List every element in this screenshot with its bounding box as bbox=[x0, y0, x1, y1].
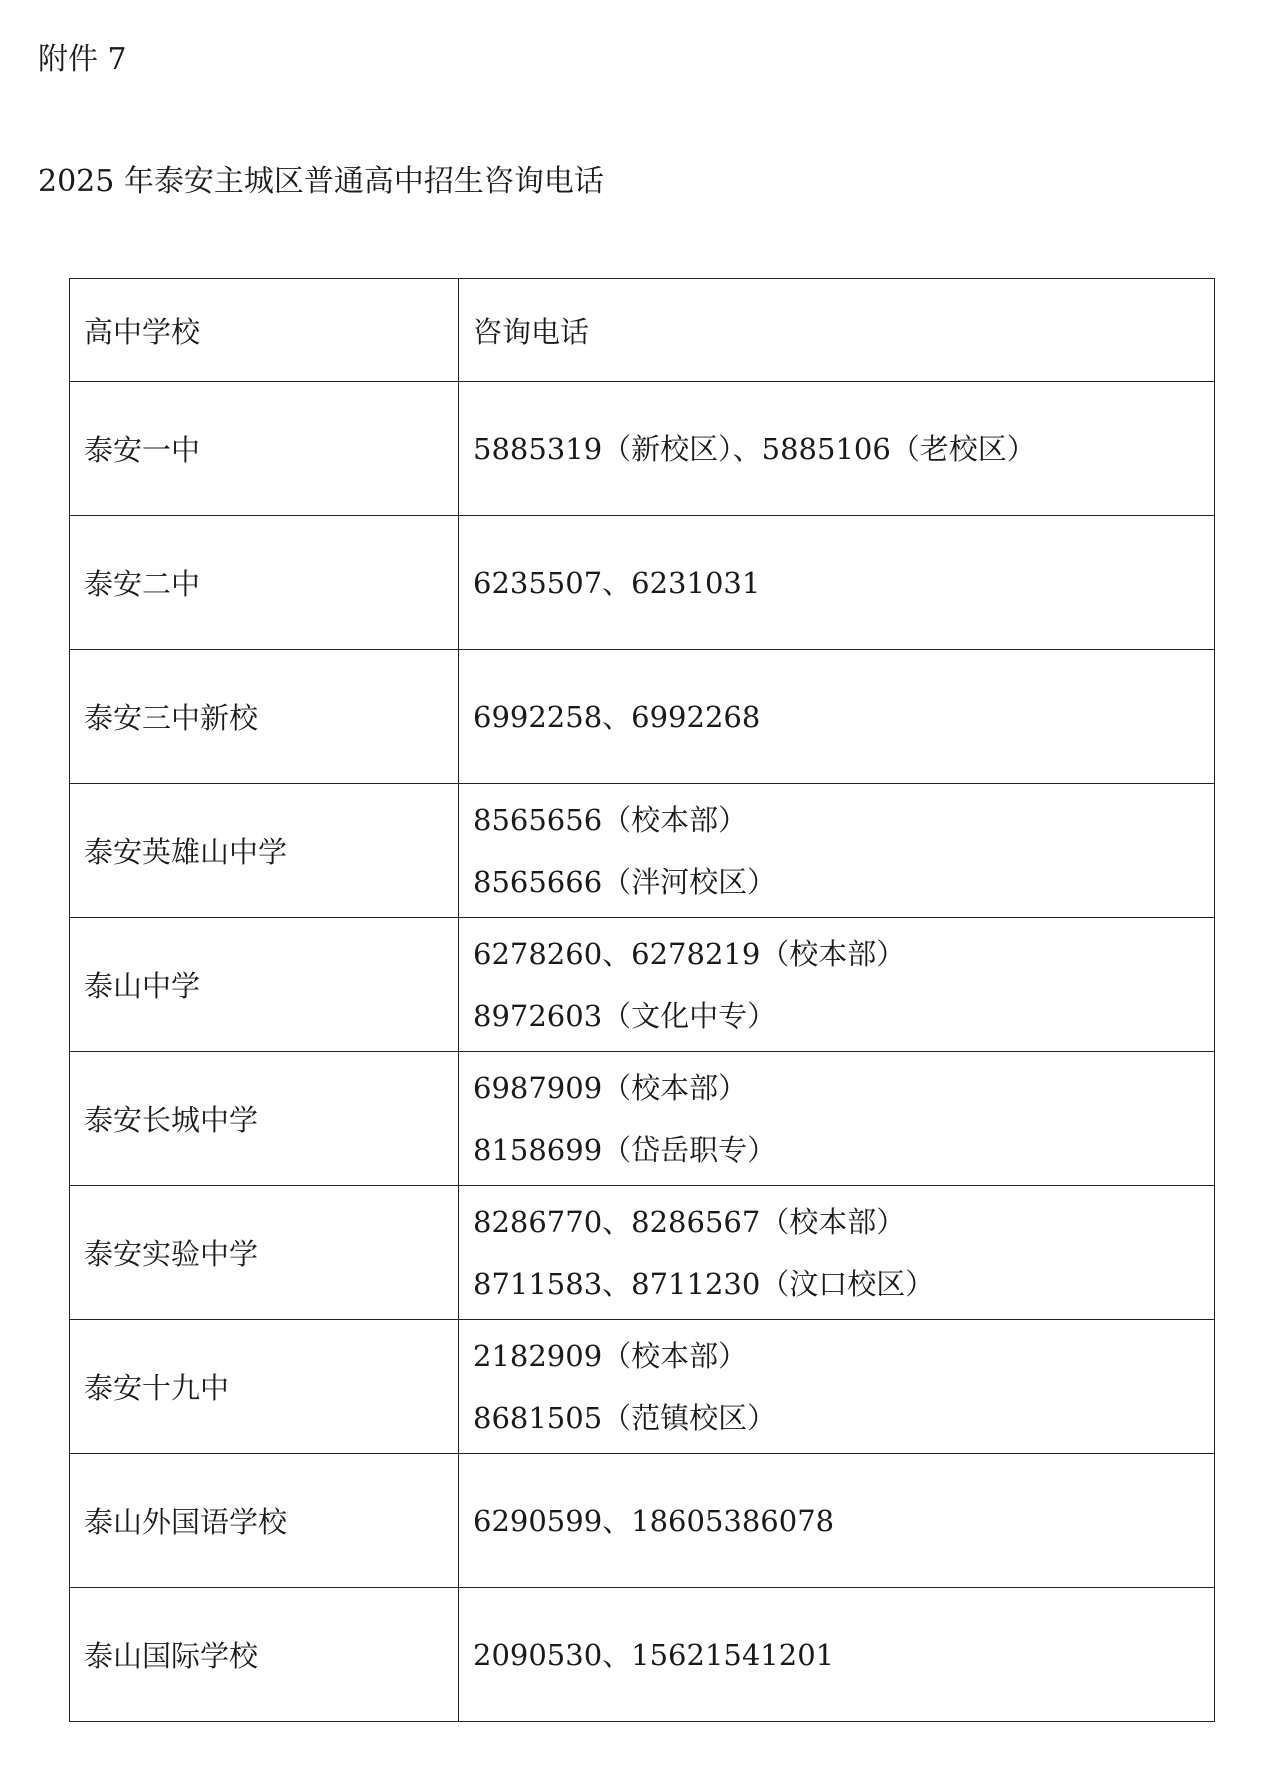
school-name: 泰山外国语学校 bbox=[84, 1505, 288, 1539]
school-name: 泰安一中 bbox=[84, 433, 201, 467]
phone-number: 2090530、15621541201 bbox=[473, 1637, 835, 1672]
page-title: 2025 年泰安主城区普通高中招生咨询电话 bbox=[38, 164, 604, 199]
phone-cell bbox=[459, 382, 1215, 516]
header-school: 高中学校 bbox=[70, 279, 459, 382]
table-row bbox=[70, 1588, 1215, 1722]
school-name: 泰安实验中学 bbox=[84, 1237, 259, 1271]
table-row bbox=[70, 784, 1215, 918]
school-name: 泰安十九中 bbox=[84, 1371, 230, 1405]
table-row bbox=[70, 1186, 1215, 1320]
school-cell bbox=[70, 1186, 459, 1320]
phone-number: 6992258、6992268 bbox=[473, 699, 761, 734]
phone-number: 8565666（泮河校区） bbox=[473, 864, 777, 899]
phone-cell bbox=[459, 784, 1215, 918]
school-name: 泰安三中新校 bbox=[84, 701, 259, 735]
phone-number: 6290599、18605386078 bbox=[473, 1503, 835, 1538]
phone-number: 8681505（范镇校区） bbox=[473, 1400, 777, 1435]
table-row bbox=[70, 918, 1215, 1052]
school-name: 泰安长城中学 bbox=[84, 1103, 259, 1137]
phone-cell bbox=[459, 1320, 1215, 1454]
table-row bbox=[70, 650, 1215, 784]
contact-table bbox=[69, 278, 1215, 1722]
phone-cell bbox=[459, 918, 1215, 1052]
phone-cell bbox=[459, 516, 1215, 650]
school-cell bbox=[70, 784, 459, 918]
phone-cell bbox=[459, 650, 1215, 784]
attachment-label: 附件 7 bbox=[38, 42, 127, 77]
header-phone: 咨询电话 bbox=[459, 279, 1215, 382]
school-name: 泰安英雄山中学 bbox=[84, 835, 288, 869]
school-cell bbox=[70, 516, 459, 650]
school-cell bbox=[70, 1052, 459, 1186]
school-cell bbox=[70, 1320, 459, 1454]
school-name: 泰安二中 bbox=[84, 567, 201, 601]
phone-number: 6235507、6231031 bbox=[473, 565, 761, 600]
table-row bbox=[70, 1320, 1215, 1454]
table-header-row bbox=[70, 279, 1215, 382]
phone-cell bbox=[459, 1186, 1215, 1320]
school-name: 泰山中学 bbox=[84, 969, 201, 1003]
school-cell bbox=[70, 918, 459, 1052]
phone-cell bbox=[459, 1052, 1215, 1186]
phone-number: 2182909（校本部） bbox=[473, 1338, 748, 1373]
table-row bbox=[70, 1052, 1215, 1186]
phone-cell bbox=[459, 1588, 1215, 1722]
phone-number: 8158699（岱岳职专） bbox=[473, 1132, 777, 1167]
phone-number: 8711583、8711230（汶口校区） bbox=[473, 1266, 935, 1301]
phone-number: 6987909（校本部） bbox=[473, 1070, 748, 1105]
school-cell bbox=[70, 1588, 459, 1722]
phone-number: 8565656（校本部） bbox=[473, 802, 748, 837]
phone-number: 6278260、6278219（校本部） bbox=[473, 936, 906, 971]
phone-number: 5885319（新校区）、5885106（老校区） bbox=[473, 431, 1036, 466]
school-cell bbox=[70, 382, 459, 516]
table-row bbox=[70, 382, 1215, 516]
phone-cell bbox=[459, 1454, 1215, 1588]
phone-number: 8972603（文化中专） bbox=[473, 998, 777, 1033]
table-row bbox=[70, 1454, 1215, 1588]
school-cell bbox=[70, 650, 459, 784]
school-name: 泰山国际学校 bbox=[84, 1639, 259, 1673]
phone-number: 8286770、8286567（校本部） bbox=[473, 1204, 906, 1239]
school-cell bbox=[70, 1454, 459, 1588]
table-row bbox=[70, 516, 1215, 650]
